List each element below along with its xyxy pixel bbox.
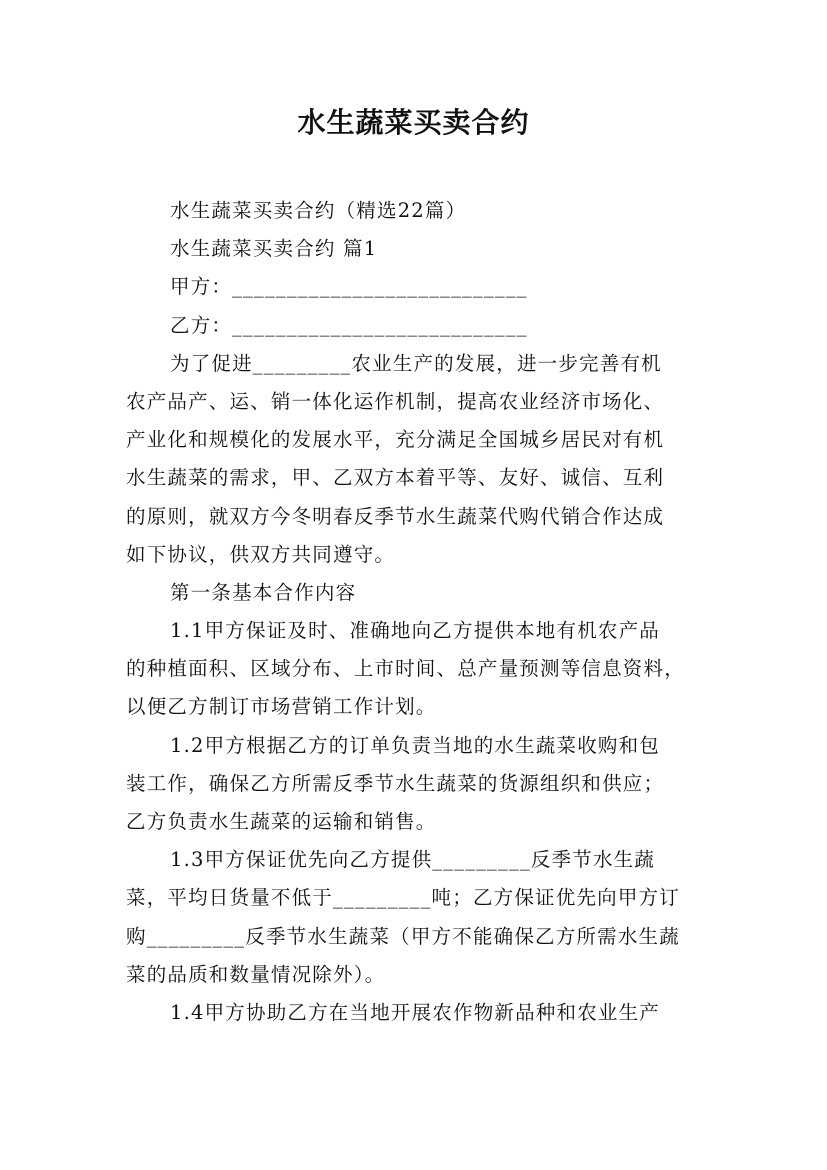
paragraph-line: 农产品产、运、销一体化运作机制，提高农业经济市场化、 — [126, 389, 665, 413]
document-body — [126, 192, 708, 1032]
party-b-line: 乙方：___________________________ — [170, 313, 528, 337]
clause-line: 1.3甲方保证优先向乙方提供_________反季节水生蔬 — [170, 848, 656, 872]
clause-line: 菜的品质和数量情况除外）。 — [126, 962, 386, 986]
clause-line: 以便乙方制订市场营销工作计划。 — [126, 695, 437, 719]
clause-line: 乙方负责水生蔬菜的运输和销售。 — [126, 810, 437, 833]
clause-line: 购_________反季节水生蔬菜（甲方不能确保乙方所需水生蔬 — [126, 924, 680, 948]
clause-line: 的种植面积、区域分布、上市时间、总产量预测等信息资料， — [126, 657, 685, 681]
paragraph-line: 水生蔬菜的需求，甲、乙双方本着平等、友好、诚信、互利 — [126, 466, 665, 490]
document-title: 水生蔬菜买卖合约 — [297, 106, 530, 139]
clause-line: 装工作，确保乙方所需反季节水生蔬菜的货源组织和供应； — [126, 771, 665, 795]
clause-line: 1.2甲方根据乙方的订单负责当地的水生蔬菜收购和包 — [170, 733, 661, 757]
paragraph-line: 产业化和规模化的发展水平，充分满足全国城乡居民对有机 — [126, 428, 665, 452]
party-a-line: 甲方：___________________________ — [170, 275, 528, 299]
article-heading: 第一条基本合作内容 — [170, 580, 357, 604]
clause-line: 1.1甲方保证及时、准确地向乙方提供本地有机农产品 — [170, 619, 661, 643]
subtitle-line: 水生蔬菜买卖合约（精选22篇） — [170, 199, 467, 222]
section-heading: 水生蔬菜买卖合约 篇1 — [170, 237, 378, 261]
paragraph-line: 的原则，就双方今冬明春反季节水生蔬菜代购代销合作达成 — [126, 504, 665, 528]
paragraph-line: 为了促进_________农业生产的发展，进一步完善有机 — [170, 351, 662, 375]
paragraph-line: 如下协议，供双方共同遵守。 — [126, 542, 396, 566]
clause-line: 菜，平均日货量不低于_________吨；乙方保证优先向甲方订 — [126, 886, 680, 910]
clause-line: 1.4甲方协助乙方在当地开展农作物新品种和农业生产 — [170, 1000, 661, 1024]
